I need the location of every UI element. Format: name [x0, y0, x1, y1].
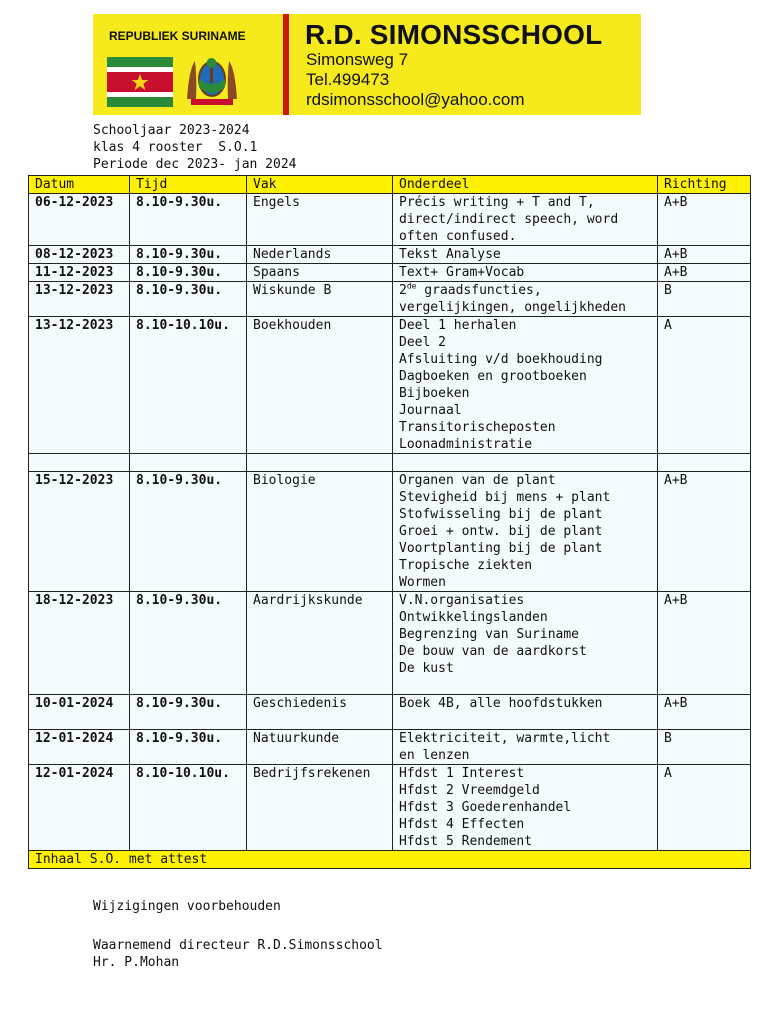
onderdeel-line: Stevigheid bij mens + plant — [399, 490, 611, 505]
onderdeel-line: Voortplanting bij de plant — [399, 541, 603, 556]
cell-datum: 08-12-2023 — [29, 246, 130, 264]
cell-tijd: 8.10-9.30u. — [130, 282, 247, 317]
school-name: R.D. SIMONSSCHOOL — [305, 19, 603, 50]
cell-tijd: 8.10-9.30u. — [130, 194, 247, 246]
table-header-row — [29, 176, 751, 194]
onderdeel-line: Begrenzing van Suriname — [399, 627, 580, 642]
onderdeel-line: De kust — [399, 661, 454, 676]
onderdeel-line: Afsluiting v/d boekhouding — [399, 352, 603, 367]
cell-onderdeel — [393, 695, 658, 730]
cell-datum: 18-12-2023 — [29, 592, 130, 695]
suriname-flag-icon — [107, 57, 173, 107]
cell-richting: A+B — [658, 472, 751, 592]
cell-richting: B — [658, 730, 751, 765]
cell-vak: Biologie — [247, 472, 393, 592]
cell-vak: Wiskunde B — [247, 282, 393, 317]
onderdeel-line: Hfdst 2 Vreemdgeld — [399, 783, 540, 798]
cell-richting: A+B — [658, 246, 751, 264]
table-row — [29, 592, 751, 695]
onderdeel-line: Wormen — [399, 575, 446, 590]
cell-onderdeel — [393, 765, 658, 851]
table-row — [29, 317, 751, 454]
cell-datum: 06-12-2023 — [29, 194, 130, 246]
onderdeel-line: Hfdst 4 Effecten — [399, 817, 525, 832]
onderdeel-line: often confused. — [399, 229, 517, 244]
cell-tijd — [130, 454, 247, 472]
onderdeel-line: Hfdst 1 Interest — [399, 766, 525, 781]
cell-onderdeel — [393, 592, 658, 695]
onderdeel-line: Transitorischeposten — [399, 420, 556, 435]
column-header-onderdeel: Onderdeel — [393, 176, 658, 194]
onderdeel-line: Journaal — [399, 403, 462, 418]
periode-text: Periode dec 2023- jan 2024 — [93, 157, 297, 172]
wijzigingen-note: Wijzigingen voorbehouden — [93, 899, 281, 914]
table-row — [29, 730, 751, 765]
cell-vak: Boekhouden — [247, 317, 393, 454]
school-address: Simonsweg 7 — [306, 50, 409, 69]
onderdeel-line: Tekst Analyse — [399, 247, 501, 262]
cell-onderdeel — [393, 472, 658, 592]
onderdeel-line: Deel 2 — [399, 335, 446, 350]
directeur-title: Waarnemend directeur R.D.Simonsschool — [93, 938, 383, 953]
cell-datum — [29, 454, 130, 472]
klas-text: klas 4 rooster S.O.1 — [93, 140, 258, 155]
onderdeel-line: Text+ Gram+Vocab — [399, 265, 525, 280]
cell-tijd: 8.10-10.10u. — [130, 317, 247, 454]
cell-onderdeel — [393, 454, 658, 472]
onderdeel-line — [399, 677, 657, 694]
onderdeel-line: direct/indirect speech, word — [399, 212, 619, 227]
cell-tijd: 8.10-9.30u. — [130, 246, 247, 264]
divider-bar — [283, 14, 289, 115]
onderdeel-line: Boek 4B, alle hoofdstukken — [399, 696, 603, 711]
onderdeel-line: Bijboeken — [399, 386, 470, 401]
onderdeel-line: en lenzen — [399, 748, 470, 763]
onderdeel-line: Hfdst 3 Goederenhandel — [399, 800, 572, 815]
onderdeel-text: graadsfuncties, — [416, 283, 542, 298]
cell-onderdeel — [393, 282, 658, 317]
onderdeel-line: Organen van de plant — [399, 473, 556, 488]
table-row — [29, 454, 751, 472]
table-row — [29, 765, 751, 851]
cell-richting: B — [658, 282, 751, 317]
onderdeel-line: V.N.organisaties — [399, 593, 525, 608]
cell-onderdeel — [393, 730, 658, 765]
table-row — [29, 246, 751, 264]
cell-richting: A+B — [658, 194, 751, 246]
table-row — [29, 695, 751, 730]
table-row — [29, 282, 751, 317]
table-footer-row — [29, 851, 751, 869]
cell-richting: A+B — [658, 592, 751, 695]
signature-block — [93, 937, 383, 971]
table-row — [29, 472, 751, 592]
cell-onderdeel — [393, 246, 658, 264]
directeur-name: Hr. P.Mohan — [93, 955, 180, 970]
cell-vak: Natuurkunde — [247, 730, 393, 765]
cell-datum: 15-12-2023 — [29, 472, 130, 592]
cell-tijd: 8.10-10.10u. — [130, 765, 247, 851]
cell-vak: Aardrijkskunde — [247, 592, 393, 695]
onderdeel-line: Précis writing + T and T, — [399, 195, 595, 210]
cell-tijd: 8.10-9.30u. — [130, 592, 247, 695]
table-row — [29, 194, 751, 246]
onderdeel-line: Stofwisseling bij de plant — [399, 507, 603, 522]
onderdeel-number: 2 — [399, 283, 407, 298]
cell-onderdeel — [393, 194, 658, 246]
country-label: REPUBLIEK SURINAME — [109, 29, 246, 43]
onderdeel-line: De bouw van de aardkorst — [399, 644, 587, 659]
onderdeel-line — [399, 454, 657, 471]
onderdeel-line: Hfdst 5 Rendement — [399, 834, 533, 849]
cell-richting: A+B — [658, 695, 751, 730]
school-phone: Tel.499473 — [306, 70, 390, 89]
coat-of-arms-icon — [181, 49, 243, 111]
inhaal-note: Inhaal S.O. met attest — [29, 851, 751, 869]
cell-vak — [247, 454, 393, 472]
cell-datum: 11-12-2023 — [29, 264, 130, 282]
onderdeel-line — [399, 282, 657, 299]
cell-datum: 12-01-2024 — [29, 730, 130, 765]
onderdeel-line: vergelijkingen, ongelijkheden — [399, 300, 626, 315]
column-header-richting: Richting — [658, 176, 751, 194]
onderdeel-line: Loonadministratie — [399, 437, 533, 452]
cell-onderdeel — [393, 264, 658, 282]
cell-tijd: 8.10-9.30u. — [130, 695, 247, 730]
cell-richting: A — [658, 317, 751, 454]
column-header-datum: Datum — [29, 176, 130, 194]
schooljaar-text: Schooljaar 2023-2024 — [93, 123, 250, 138]
cell-tijd: 8.10-9.30u. — [130, 472, 247, 592]
cell-vak: Nederlands — [247, 246, 393, 264]
cell-vak: Bedrijfsrekenen — [247, 765, 393, 851]
column-header-vak: Vak — [247, 176, 393, 194]
cell-tijd: 8.10-9.30u. — [130, 730, 247, 765]
header-banner — [93, 14, 641, 115]
onderdeel-line — [399, 712, 657, 729]
cell-datum: 12-01-2024 — [29, 765, 130, 851]
column-header-tijd: Tijd — [130, 176, 247, 194]
onderdeel-line: Deel 1 herhalen — [399, 318, 517, 333]
schedule-meta — [93, 122, 297, 173]
exam-schedule-table — [28, 175, 751, 869]
onderdeel-line: Ontwikkelingslanden — [399, 610, 548, 625]
cell-datum: 10-01-2024 — [29, 695, 130, 730]
cell-richting: A — [658, 765, 751, 851]
cell-vak: Engels — [247, 194, 393, 246]
onderdeel-line: Dagboeken en grootboeken — [399, 369, 587, 384]
onderdeel-line: Tropische ziekten — [399, 558, 533, 573]
onderdeel-line: Groei + ontw. bij de plant — [399, 524, 603, 539]
cell-richting: A+B — [658, 264, 751, 282]
table-row — [29, 264, 751, 282]
cell-datum: 13-12-2023 — [29, 282, 130, 317]
cell-onderdeel — [393, 317, 658, 454]
cell-vak: Geschiedenis — [247, 695, 393, 730]
cell-tijd: 8.10-9.30u. — [130, 264, 247, 282]
cell-datum: 13-12-2023 — [29, 317, 130, 454]
cell-richting — [658, 454, 751, 472]
cell-vak: Spaans — [247, 264, 393, 282]
onderdeel-line: Elektriciteit, warmte,licht — [399, 731, 611, 746]
school-email: rdsimonsschool@yahoo.com — [306, 90, 525, 109]
onderdeel-superscript: de — [406, 281, 417, 291]
